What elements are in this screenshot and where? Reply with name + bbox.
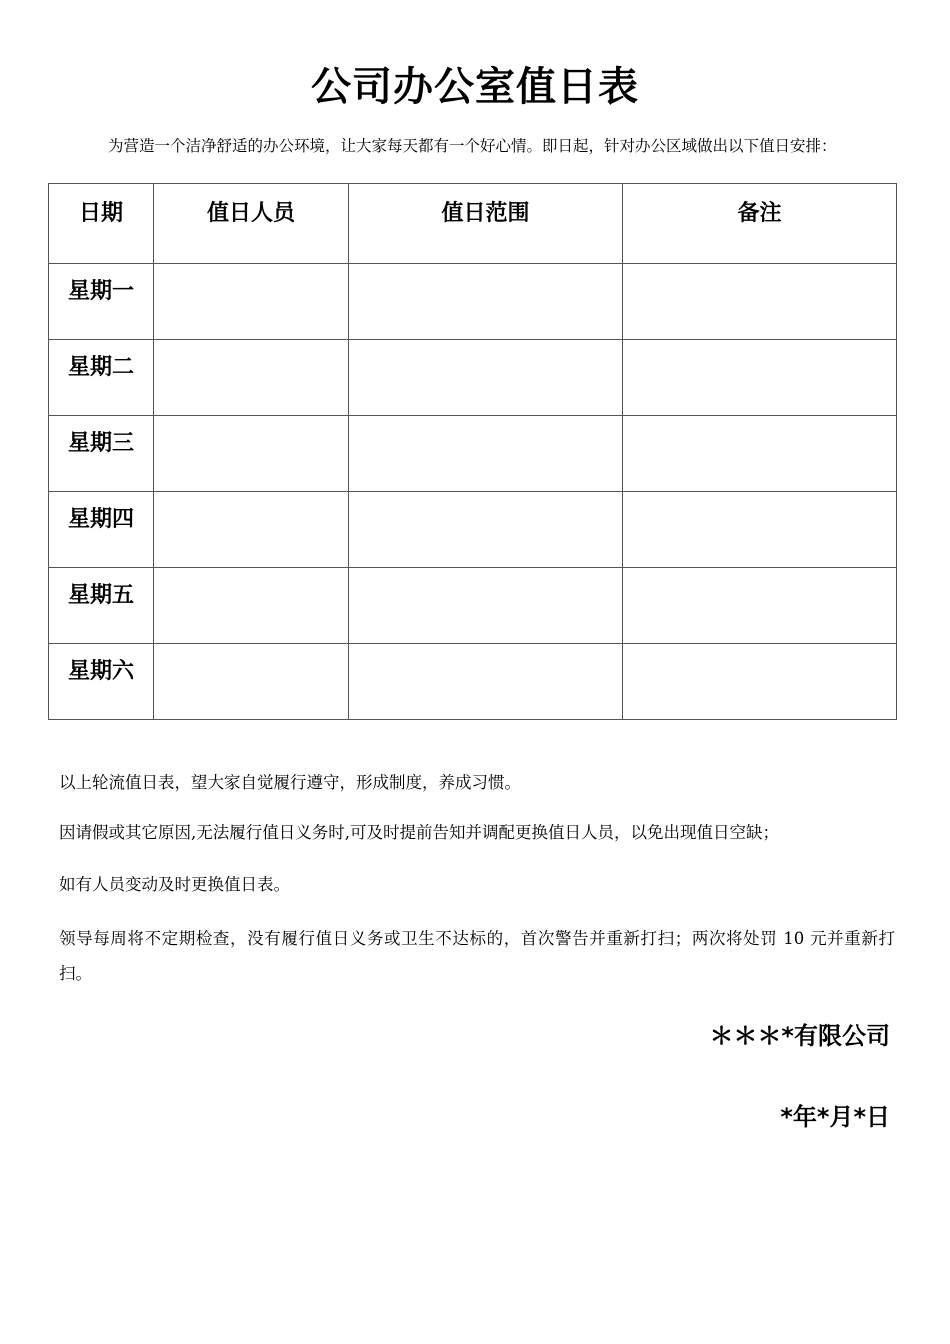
note-cell[interactable] [623,644,897,720]
day-cell: 星期四 [49,492,154,568]
table-header-row [49,184,897,264]
table-row [49,568,897,644]
duty-table [48,183,897,720]
note-cell[interactable] [623,416,897,492]
scope-cell[interactable] [349,264,623,340]
note-cell[interactable] [623,264,897,340]
person-cell[interactable] [154,568,349,644]
scope-cell[interactable] [349,644,623,720]
scope-cell[interactable] [349,416,623,492]
table-row [49,644,897,720]
day-cell: 星期六 [49,644,154,720]
scope-cell[interactable] [349,340,623,416]
scope-cell[interactable] [349,568,623,644]
header-note: 备注 [623,184,897,264]
note-cell[interactable] [623,568,897,644]
table-row [49,264,897,340]
note-cell[interactable] [623,340,897,416]
note-paragraph: 因请假或其它原因,无法履行值日义务时,可及时提前告知并调配更换值日人员，以免出现值日空缺； [59,823,779,842]
day-cell: 星期三 [49,416,154,492]
scope-cell[interactable] [349,492,623,568]
header-person: 值日人员 [154,184,349,264]
signature-company: ＊＊＊*有限公司 [709,1022,890,1050]
day-cell: 星期二 [49,340,154,416]
header-date: 日期 [49,184,154,264]
person-cell[interactable] [154,644,349,720]
note-paragraph: 以上轮流值日表，望大家自觉履行遵守，形成制度，养成习惯。 [59,773,521,792]
note-paragraph: 领导每周将不定期检查，没有履行值日义务或卫生不达标的，首次警告并重新打扫；两次将处罚 10 元并重新打扫。 [59,929,895,983]
person-cell[interactable] [154,492,349,568]
page-title: 公司办公室值日表 [311,64,639,110]
person-cell[interactable] [154,416,349,492]
table-row [49,340,897,416]
person-cell[interactable] [154,340,349,416]
day-cell: 星期一 [49,264,154,340]
day-cell: 星期五 [49,568,154,644]
table-row [49,416,897,492]
table-row [49,492,897,568]
person-cell[interactable] [154,264,349,340]
note-paragraph: 如有人员变动及时更换值日表。 [59,875,290,894]
note-cell[interactable] [623,492,897,568]
signature-date: *年*月*日 [780,1103,890,1131]
intro-text: 为营造一个洁净舒适的办公环境，让大家每天都有一个好心情。即日起，针对办公区域做出以下值日安排： [108,137,837,155]
header-scope: 值日范围 [349,184,623,264]
